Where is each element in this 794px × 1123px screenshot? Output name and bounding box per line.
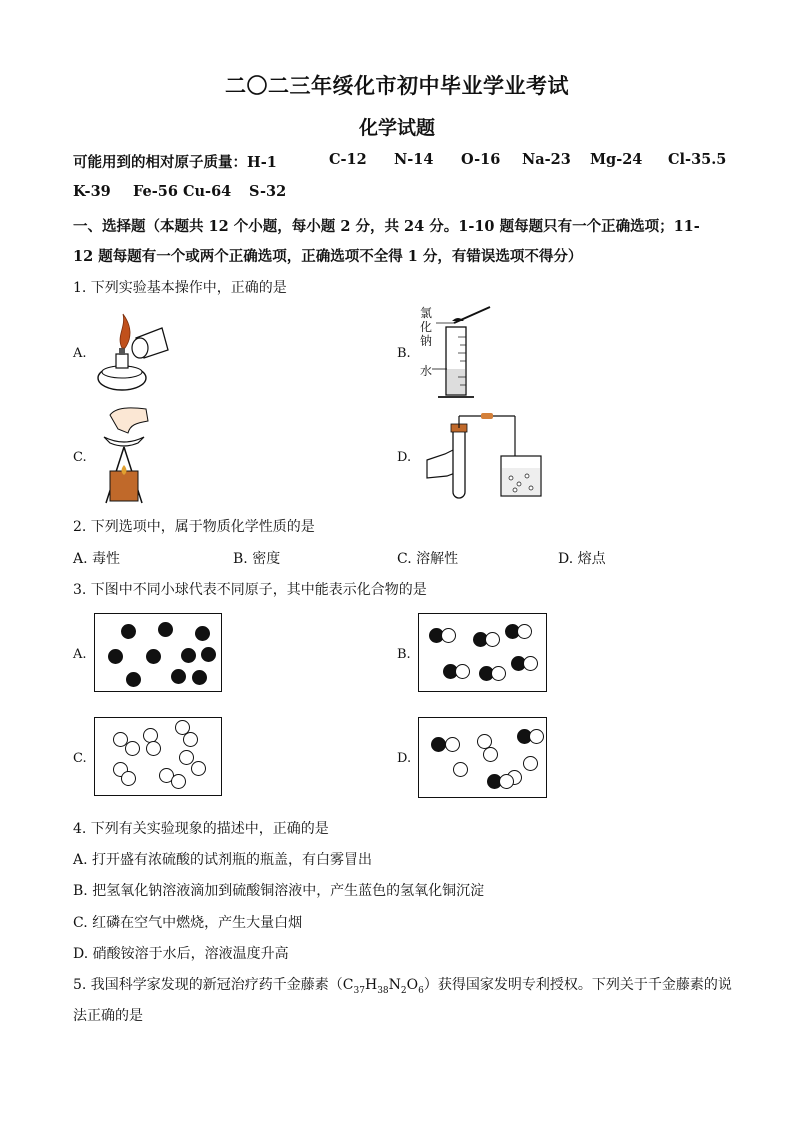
white-atom (499, 774, 514, 789)
black-atom (171, 669, 186, 684)
white-atom (183, 732, 198, 747)
mass-o: O-16 (461, 151, 501, 168)
q2-stem: 2. 下列选项中，属于物质化学性质的是 (73, 519, 315, 535)
white-atom (146, 741, 161, 756)
mass-na: Na-23 (522, 151, 571, 168)
q3-box-d (418, 717, 547, 798)
formula-h-symbol: H (364, 977, 378, 993)
q3-box-c (94, 717, 222, 796)
white-atom (491, 666, 506, 681)
black-atom (158, 622, 173, 637)
q5-stem-part-a: 5. 我国科学家发现的新冠治疗药千金藤素（C (73, 977, 354, 993)
black-atom (195, 626, 210, 641)
white-atom (441, 628, 456, 643)
white-atom (485, 632, 500, 647)
formula-n-count: 2 (400, 985, 407, 996)
q3-box-a (94, 613, 222, 692)
q3-label-c: C. (73, 751, 87, 766)
q1-label-a: A. (73, 346, 87, 361)
q1-label-c: C. (73, 450, 87, 465)
black-atom (121, 624, 136, 639)
black-atom (201, 647, 216, 662)
white-atom (523, 756, 538, 771)
white-atom (483, 747, 498, 762)
white-atom (445, 737, 460, 752)
black-atom (146, 649, 161, 664)
q4-option-b: B. 把氢氧化钠溶液滴加到硫酸铜溶液中，产生蓝色的氢氧化铜沉淀 (73, 883, 485, 899)
q2-option-d: D. 熔点 (558, 551, 606, 567)
white-atom (453, 762, 468, 777)
white-atom (125, 741, 140, 756)
q2-option-a: A. 毒性 (73, 551, 121, 567)
formula-o-count: 6 (418, 985, 424, 996)
mass-s: S-32 (249, 183, 287, 200)
q1-label-b: B. (397, 346, 411, 361)
formula-c-count: 37 (353, 985, 365, 996)
black-atom (431, 737, 446, 752)
q4-option-c: C. 红磷在空气中燃烧，产生大量白烟 (73, 915, 303, 931)
formula-n-symbol: N (388, 977, 401, 993)
black-atom (181, 648, 196, 663)
formula-h-count: 38 (377, 985, 389, 996)
q3-stem: 3. 下图中不同小球代表不同原子，其中能表示化合物的是 (73, 582, 427, 598)
evaporation-setup-figure (96, 407, 156, 505)
q1-label-d: D. (397, 450, 412, 465)
section-instructions-line-2: 12 题每题有一个或两个正确选项，正确选项不全得 1 分，有错误选项不得分） (73, 248, 583, 265)
q1-stem: 1. 下列实验基本操作中，正确的是 (73, 280, 287, 296)
q5-stem-line-1 (73, 974, 732, 996)
airtightness-check-figure (425, 410, 547, 502)
white-atom (529, 729, 544, 744)
atomic-mass-label: 可能用到的相对原子质量：H-1 (73, 154, 277, 171)
white-atom (121, 771, 136, 786)
q3-box-b (418, 613, 547, 692)
alcohol-lamp-ignite-figure (92, 310, 172, 398)
exam-title: 二〇二三年绥化市初中毕业学业考试 (225, 73, 569, 98)
sodium-chloride-label: 氯化钠 (420, 306, 433, 348)
q4-option-d: D. 硝酸铵溶于水后，溶液温度升高 (73, 946, 289, 962)
white-atom (171, 774, 186, 789)
white-atom (455, 664, 470, 679)
mass-c: C-12 (329, 151, 367, 168)
q3-label-d: D. (397, 751, 412, 766)
q5-stem-line-2: 法正确的是 (73, 1008, 143, 1024)
atomic-mass-line-1 (73, 151, 753, 171)
atomic-mass-line-2 (73, 183, 373, 203)
subject-title: 化学试题 (358, 117, 435, 139)
q2-option-b: B. 密度 (233, 551, 281, 567)
black-atom (108, 649, 123, 664)
q4-option-a: A. 打开盛有浓硫酸的试剂瓶的瓶盖，有白雾冒出 (73, 852, 373, 868)
black-atom (126, 672, 141, 687)
mass-mg: Mg-24 (590, 151, 643, 168)
mass-fe-cu: Fe-56 Cu-64 (133, 183, 232, 200)
q3-label-a: A. (73, 647, 87, 662)
mass-cl: Cl-35.5 (668, 151, 727, 168)
graduated-cylinder-figure (432, 303, 502, 401)
white-atom (191, 761, 206, 776)
mass-k: K-39 (73, 183, 111, 200)
q5-stem-part-b: ）获得国家发明专利授权。下列关于千金藤素的说 (423, 977, 732, 993)
formula-o-symbol: O (406, 977, 419, 993)
white-atom (517, 624, 532, 639)
section-instructions-line-1: 一、选择题（本题共 12 个小题，每小题 2 分，共 24 分。1-10 题每题只有一个正确选项；11- (73, 218, 700, 235)
q3-label-b: B. (397, 647, 411, 662)
q2-option-c: C. 溶解性 (397, 551, 459, 567)
mass-n: N-14 (394, 151, 434, 168)
black-atom (192, 670, 207, 685)
water-label: 水 (420, 364, 433, 378)
white-atom (523, 656, 538, 671)
q4-stem: 4. 下列有关实验现象的描述中，正确的是 (73, 821, 329, 837)
